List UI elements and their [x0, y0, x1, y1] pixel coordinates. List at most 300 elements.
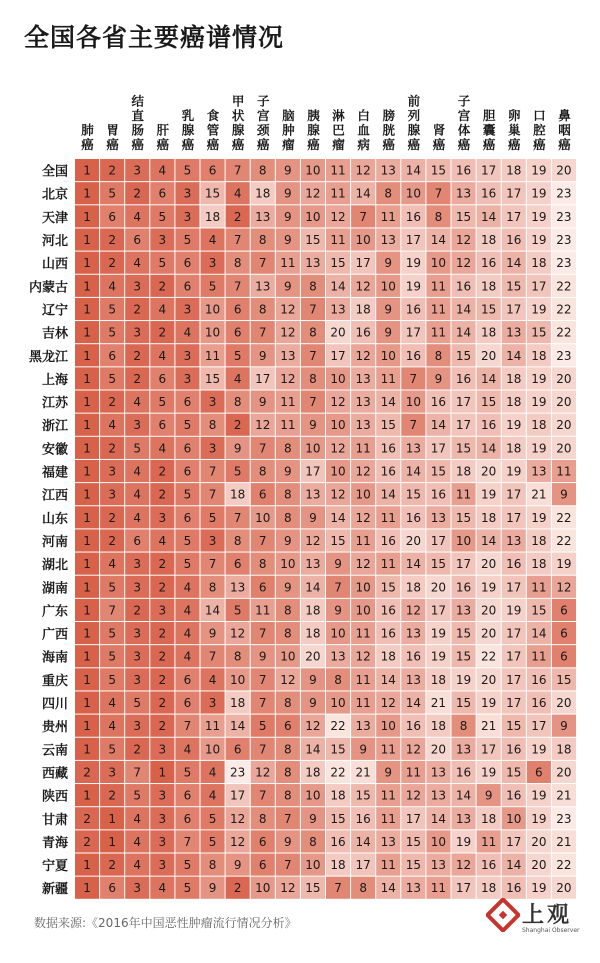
cell-value: 14 — [355, 186, 371, 201]
cell-value: 9 — [284, 464, 292, 479]
cell-value: 8 — [258, 811, 267, 826]
cell-value: 17 — [506, 510, 522, 525]
cell-value: 17 — [506, 626, 522, 641]
cell-value: 4 — [108, 557, 116, 572]
cell-value: 17 — [531, 279, 547, 294]
cell-value: 8 — [258, 163, 267, 178]
cell-value: 5 — [108, 371, 116, 386]
cell-value: 17 — [481, 163, 497, 178]
cell-value: 5 — [108, 302, 116, 317]
cell-value: 8 — [434, 348, 443, 363]
cell-value: 9 — [434, 371, 443, 386]
cell-value: 3 — [183, 186, 192, 201]
cell-value: 14 — [380, 395, 396, 410]
cell-value: 18 — [481, 510, 497, 525]
cell-value: 7 — [233, 163, 242, 178]
cell-value: 2 — [108, 256, 116, 271]
cell-value: 19 — [531, 233, 547, 248]
cell-value: 18 — [330, 858, 346, 873]
cell-value: 10 — [405, 395, 421, 410]
cell-value: 13 — [380, 233, 396, 248]
row-label: 四川 — [41, 697, 68, 713]
cell-value: 22 — [556, 325, 572, 340]
cell-value: 4 — [208, 765, 217, 780]
cell-value: 3 — [158, 510, 167, 525]
cell-value: 5 — [183, 487, 192, 502]
cell-value: 6 — [133, 233, 142, 248]
cell-value: 6 — [108, 348, 116, 363]
cell-value: 1 — [108, 811, 116, 826]
cell-value: 16 — [506, 742, 522, 757]
cell-value: 19 — [531, 510, 547, 525]
cell-value: 13 — [330, 649, 346, 664]
cell-value: 1 — [83, 325, 91, 340]
cell-value: 15 — [531, 325, 547, 340]
cell-value: 15 — [455, 649, 472, 664]
cell-value: 14 — [405, 696, 421, 711]
cell-value: 20 — [481, 557, 497, 572]
cell-value: 19 — [556, 557, 572, 572]
cell-value: 6 — [258, 834, 267, 849]
cell-value: 4 — [183, 742, 192, 757]
cell-value: 17 — [405, 325, 421, 340]
cell-value: 3 — [133, 649, 142, 664]
column-header: 膀胱癌 — [382, 108, 396, 152]
cell-value: 5 — [208, 834, 217, 849]
cell-value: 7 — [334, 580, 342, 595]
cell-value: 8 — [258, 557, 267, 572]
cell-value: 12 — [355, 348, 371, 363]
cell-value: 14 — [380, 881, 396, 896]
cell-value: 17 — [455, 395, 472, 410]
cell-value: 2 — [233, 881, 242, 896]
cell-value: 6 — [560, 649, 568, 664]
cell-value: 13 — [380, 163, 396, 178]
cell-value: 1 — [83, 186, 91, 201]
cell-value: 11 — [531, 580, 547, 595]
cell-value: 22 — [330, 765, 346, 780]
column-header: 鼻咽癌 — [558, 108, 571, 152]
cell-value: 10 — [506, 811, 522, 826]
cell-value: 11 — [355, 441, 371, 456]
cell-value: 4 — [108, 279, 116, 294]
cell-value: 16 — [506, 881, 522, 896]
cell-value: 1 — [83, 742, 91, 757]
cell-value: 5 — [233, 603, 242, 618]
cell-value: 10 — [305, 441, 321, 456]
cell-value: 15 — [506, 719, 522, 734]
cell-value: 6 — [183, 441, 192, 456]
cell-value: 17 — [255, 371, 271, 386]
cell-value: 17 — [506, 209, 522, 224]
cell-value: 2 — [108, 441, 116, 456]
cell-value: 17 — [455, 418, 472, 433]
cell-value: 18 — [531, 348, 547, 363]
row-label: 西藏 — [41, 766, 68, 782]
cell-value: 13 — [405, 672, 421, 687]
cell-value: 20 — [556, 696, 572, 711]
cell-value: 14 — [230, 719, 246, 734]
cell-value: 15 — [481, 395, 497, 410]
cell-value: 12 — [305, 719, 321, 734]
cell-value: 13 — [506, 533, 522, 548]
cell-value: 13 — [455, 811, 472, 826]
cell-value: 19 — [455, 672, 472, 687]
cell-value: 11 — [405, 765, 421, 780]
cell-value: 6 — [233, 302, 242, 317]
cell-value: 10 — [380, 348, 396, 363]
cell-value: 17 — [531, 719, 547, 734]
cell-value: 4 — [133, 487, 142, 502]
cell-value: 13 — [355, 418, 371, 433]
cell-value: 13 — [506, 325, 522, 340]
cell-value: 5 — [183, 557, 192, 572]
cell-value: 2 — [158, 557, 167, 572]
cell-value: 2 — [233, 418, 242, 433]
cell-value: 2 — [108, 233, 116, 248]
cell-value: 19 — [506, 418, 522, 433]
cell-value: 1 — [83, 371, 91, 386]
cell-value: 11 — [531, 649, 547, 664]
cell-value: 13 — [455, 186, 472, 201]
cell-value: 11 — [455, 487, 472, 502]
cell-value: 4 — [208, 233, 217, 248]
column-header: 甲状腺癌 — [231, 93, 245, 152]
cell-value: 7 — [284, 811, 292, 826]
cell-value: 14 — [204, 603, 221, 618]
cell-value: 5 — [158, 209, 167, 224]
cell-value: 9 — [309, 418, 317, 433]
cell-value: 12 — [255, 418, 271, 433]
cell-value: 7 — [258, 672, 267, 687]
cell-value: 15 — [455, 626, 472, 641]
cell-value: 13 — [380, 834, 396, 849]
cell-value: 15 — [455, 209, 472, 224]
cell-value: 5 — [208, 279, 217, 294]
cell-value: 9 — [233, 858, 242, 873]
cell-value: 4 — [158, 441, 167, 456]
cell-value: 16 — [430, 487, 447, 502]
cell-value: 1 — [83, 163, 91, 178]
cell-value: 12 — [230, 626, 246, 641]
cell-value: 20 — [481, 626, 497, 641]
cell-value: 11 — [430, 325, 447, 340]
cell-value: 15 — [305, 233, 321, 248]
cell-value: 19 — [481, 580, 497, 595]
cell-value: 6 — [158, 418, 167, 433]
cell-value: 5 — [158, 256, 167, 271]
cell-value: 8 — [233, 533, 242, 548]
cell-value: 5 — [183, 858, 192, 873]
cell-value: 15 — [330, 742, 346, 757]
row-label: 河北 — [41, 234, 68, 250]
cell-value: 15 — [455, 696, 472, 711]
cell-value: 9 — [309, 510, 317, 525]
cell-value: 16 — [481, 186, 497, 201]
cell-value: 6 — [560, 603, 568, 618]
cell-value: 10 — [380, 719, 396, 734]
cell-value: 5 — [183, 765, 192, 780]
cell-value: 13 — [230, 580, 246, 595]
row-label: 黑龙江 — [28, 349, 68, 365]
cell-value: 5 — [108, 626, 116, 641]
cell-value: 11 — [380, 371, 396, 386]
cell-value: 16 — [380, 533, 396, 548]
cell-value: 3 — [158, 603, 167, 618]
cell-value: 11 — [355, 696, 371, 711]
cell-value: 14 — [330, 279, 346, 294]
cell-value: 14 — [355, 834, 371, 849]
cell-value: 18 — [506, 371, 522, 386]
cell-value: 1 — [83, 580, 91, 595]
cell-value: 12 — [330, 487, 346, 502]
cell-value: 16 — [405, 302, 421, 317]
cell-value: 1 — [83, 395, 91, 410]
cell-value: 16 — [506, 233, 522, 248]
cell-value: 6 — [258, 487, 267, 502]
cell-value: 6 — [183, 464, 192, 479]
cell-value: 3 — [158, 811, 167, 826]
cell-value: 6 — [183, 811, 192, 826]
cell-value: 11 — [380, 788, 396, 803]
cell-value: 1 — [83, 696, 91, 711]
cell-value: 13 — [280, 348, 296, 363]
cell-value: 10 — [280, 649, 296, 664]
cell-value: 8 — [284, 742, 292, 757]
cell-value: 18 — [255, 186, 271, 201]
cell-value: 6 — [108, 881, 116, 896]
cell-value: 2 — [133, 348, 142, 363]
cell-value: 3 — [158, 742, 167, 757]
cell-value: 13 — [455, 603, 472, 618]
cell-value: 20 — [405, 533, 421, 548]
cell-value: 17 — [506, 302, 522, 317]
cell-value: 10 — [405, 186, 421, 201]
cell-value: 19 — [531, 811, 547, 826]
cell-value: 5 — [183, 163, 192, 178]
cell-value: 14 — [506, 348, 522, 363]
cell-value: 11 — [481, 834, 497, 849]
cell-value: 17 — [430, 603, 447, 618]
cell-value: 13 — [531, 464, 547, 479]
cell-value: 13 — [405, 626, 421, 641]
cell-value: 10 — [355, 603, 371, 618]
cell-value: 10 — [330, 418, 346, 433]
cell-value: 7 — [258, 788, 267, 803]
cell-value: 11 — [355, 626, 371, 641]
row-label: 湖北 — [41, 558, 68, 574]
cell-value: 11 — [380, 858, 396, 873]
cell-value: 20 — [305, 649, 321, 664]
cell-value: 13 — [305, 256, 321, 271]
cell-value: 1 — [83, 487, 91, 502]
cell-value: 20 — [481, 672, 497, 687]
cell-value: 7 — [258, 256, 267, 271]
cell-value: 6 — [183, 696, 192, 711]
cell-value: 11 — [430, 881, 447, 896]
cell-value: 20 — [531, 834, 547, 849]
cell-value: 7 — [258, 696, 267, 711]
row-label: 全国 — [41, 164, 68, 180]
cell-value: 7 — [409, 371, 418, 386]
cell-value: 5 — [208, 811, 217, 826]
cell-value: 22 — [556, 858, 572, 873]
cell-value: 20 — [481, 603, 497, 618]
cell-value: 3 — [133, 279, 142, 294]
cell-value: 17 — [355, 858, 371, 873]
row-label: 贵州 — [41, 720, 68, 736]
cell-value: 10 — [355, 233, 371, 248]
cell-value: 21 — [481, 719, 497, 734]
row-label: 广西 — [41, 627, 68, 643]
cell-value: 1 — [83, 788, 91, 803]
cell-value: 4 — [133, 510, 142, 525]
cell-value: 16 — [380, 626, 396, 641]
cell-value: 6 — [183, 256, 192, 271]
cell-value: 23 — [556, 811, 572, 826]
cell-value: 7 — [183, 834, 192, 849]
cell-value: 2 — [133, 186, 142, 201]
cell-value: 9 — [208, 626, 217, 641]
cell-value: 13 — [455, 742, 472, 757]
cell-value: 9 — [309, 811, 317, 826]
cell-value: 11 — [280, 395, 296, 410]
cell-value: 22 — [330, 719, 346, 734]
cell-value: 12 — [280, 325, 296, 340]
cell-value: 18 — [481, 279, 497, 294]
cell-value: 1 — [83, 533, 91, 548]
cell-value: 16 — [481, 418, 497, 433]
column-header: 胃癌 — [106, 122, 119, 152]
cell-value: 6 — [560, 626, 568, 641]
cell-value: 23 — [230, 765, 246, 780]
row-label: 山东 — [41, 511, 68, 527]
cell-value: 6 — [284, 719, 292, 734]
cell-value: 10 — [305, 163, 321, 178]
cell-value: 18 — [380, 649, 396, 664]
cell-value: 2 — [158, 696, 167, 711]
cell-value: 10 — [204, 302, 221, 317]
cell-value: 1 — [83, 418, 91, 433]
cell-value: 3 — [133, 580, 142, 595]
cell-value: 7 — [258, 325, 267, 340]
cell-value: 2 — [83, 834, 91, 849]
cell-value: 7 — [258, 533, 267, 548]
cell-value: 16 — [481, 858, 497, 873]
cell-value: 7 — [284, 858, 292, 873]
cell-value: 20 — [556, 163, 572, 178]
cell-value: 15 — [405, 858, 421, 873]
cell-value: 1 — [83, 603, 91, 618]
cell-value: 9 — [233, 441, 242, 456]
cell-value: 12 — [355, 279, 371, 294]
cell-value: 3 — [133, 325, 142, 340]
cell-value: 9 — [484, 788, 493, 803]
cell-value: 5 — [108, 580, 116, 595]
cell-value: 14 — [405, 163, 421, 178]
cell-value: 15 — [405, 487, 421, 502]
cell-value: 19 — [531, 395, 547, 410]
cell-value: 5 — [183, 233, 192, 248]
cell-value: 16 — [455, 279, 472, 294]
cell-value: 6 — [133, 533, 142, 548]
cell-value: 17 — [506, 696, 522, 711]
cell-value: 3 — [208, 441, 217, 456]
cell-value: 18 — [481, 325, 497, 340]
cell-value: 14 — [481, 533, 497, 548]
column-header: 乳腺癌 — [181, 108, 195, 152]
cell-value: 8 — [233, 649, 242, 664]
cell-value: 16 — [430, 395, 447, 410]
cell-value: 18 — [405, 580, 421, 595]
cell-value: 11 — [355, 533, 371, 548]
cell-value: 1 — [83, 233, 91, 248]
cell-value: 10 — [204, 742, 221, 757]
cell-value: 5 — [133, 788, 142, 803]
cell-value: 2 — [133, 371, 142, 386]
cell-value: 3 — [108, 464, 116, 479]
cell-value: 15 — [330, 256, 346, 271]
cell-value: 18 — [230, 487, 246, 502]
cell-value: 18 — [455, 464, 472, 479]
cell-value: 6 — [183, 788, 192, 803]
cell-value: 4 — [158, 348, 167, 363]
cell-value: 18 — [481, 811, 497, 826]
cell-value: 14 — [481, 441, 497, 456]
cell-value: 17 — [405, 233, 421, 248]
cell-value: 6 — [108, 209, 116, 224]
cell-value: 8 — [359, 881, 367, 896]
row-label: 天津 — [41, 210, 68, 226]
cell-value: 10 — [330, 626, 346, 641]
cell-value: 15 — [430, 464, 447, 479]
cell-value: 1 — [83, 649, 91, 664]
cell-value: 14 — [531, 626, 547, 641]
cell-value: 7 — [133, 765, 142, 780]
cell-value: 20 — [556, 881, 572, 896]
cell-value: 15 — [455, 348, 472, 363]
cell-value: 3 — [133, 163, 142, 178]
cell-value: 9 — [284, 233, 292, 248]
cell-value: 8 — [284, 510, 292, 525]
cell-value: 2 — [158, 649, 167, 664]
cell-value: 19 — [455, 834, 472, 849]
cell-value: 15 — [355, 788, 371, 803]
cell-value: 19 — [481, 696, 497, 711]
cell-value: 7 — [309, 395, 317, 410]
cell-value: 6 — [158, 371, 167, 386]
cell-value: 5 — [133, 441, 142, 456]
cell-value: 10 — [280, 557, 296, 572]
cell-value: 22 — [481, 649, 497, 664]
cell-value: 4 — [183, 603, 192, 618]
cell-value: 19 — [531, 881, 547, 896]
cell-value: 12 — [305, 186, 321, 201]
row-label: 浙江 — [41, 419, 68, 435]
cell-value: 21 — [556, 788, 572, 803]
cell-value: 21 — [531, 487, 547, 502]
cell-value: 20 — [556, 765, 572, 780]
cell-value: 14 — [506, 858, 522, 873]
cell-value: 3 — [183, 209, 192, 224]
cell-value: 11 — [280, 256, 296, 271]
cell-value: 16 — [355, 325, 371, 340]
cell-value: 5 — [233, 464, 242, 479]
row-label: 上海 — [41, 372, 68, 388]
cell-value: 4 — [133, 834, 142, 849]
cell-value: 11 — [204, 348, 221, 363]
cell-value: 20 — [556, 395, 572, 410]
